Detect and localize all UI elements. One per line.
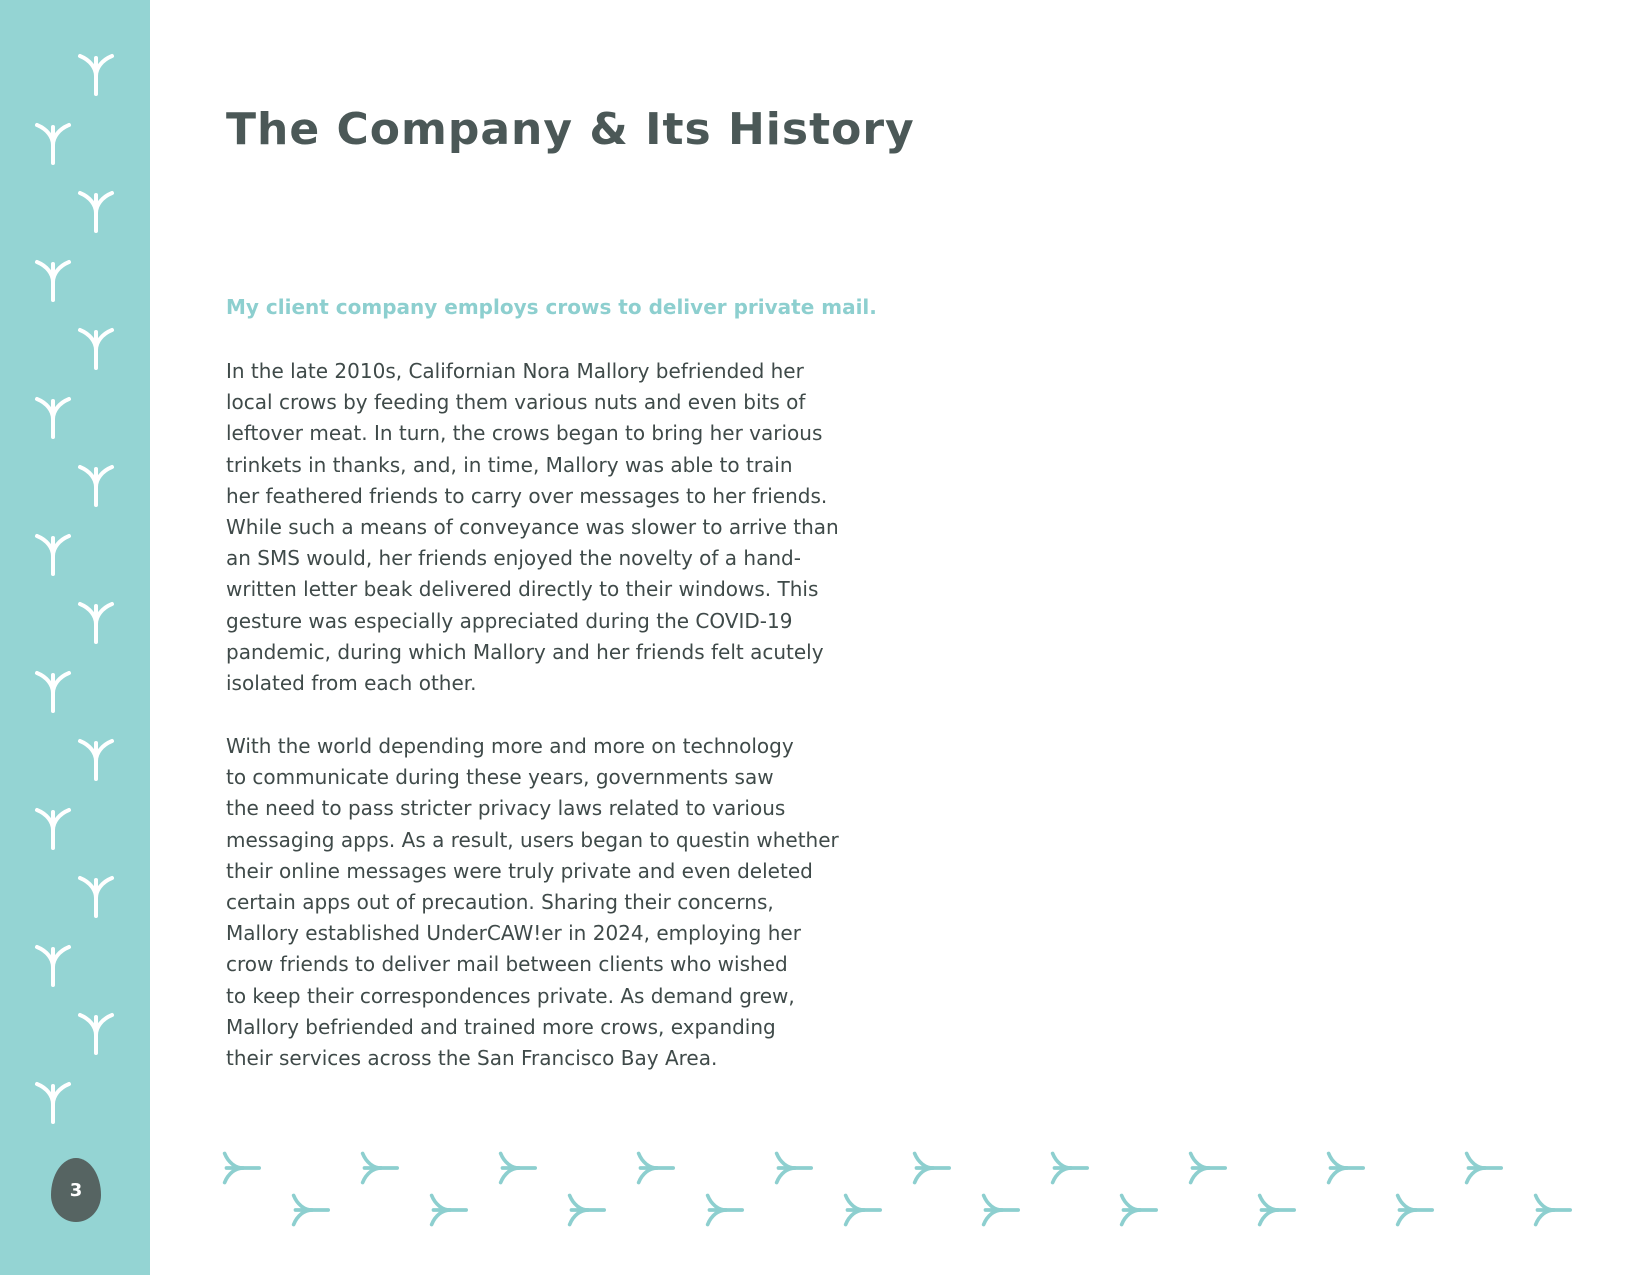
bird-footprint-icon <box>977 1190 1023 1230</box>
page-title: The Company & Its History <box>226 104 915 155</box>
page-number-badge <box>51 1158 101 1222</box>
paragraph-line: certain apps out of precaution. Sharing their concerns, <box>226 890 774 915</box>
bird-footprint-icon <box>1046 1148 1092 1188</box>
paragraph-line: her feathered friends to carry over messages to her friends. <box>226 483 828 508</box>
bird-footprint-icon <box>770 1148 816 1188</box>
bird-footprint-icon <box>356 1148 402 1188</box>
bird-footprint-icon <box>33 121 73 165</box>
bird-footprint-icon <box>701 1190 747 1230</box>
bird-footprint-icon <box>1529 1190 1575 1230</box>
paragraph-line: leftover meat. In turn, the crows began to bring her various <box>226 421 823 446</box>
bird-footprint-icon <box>1391 1190 1437 1230</box>
bird-footprint-icon <box>1253 1190 1299 1230</box>
bird-footprint-icon <box>33 532 73 576</box>
bird-footprint-icon <box>33 395 73 439</box>
paragraph-line: Mallory befriended and trained more crows, expanding <box>226 1014 776 1039</box>
lead-sentence: My client company employs crows to deliver private mail. <box>226 295 877 319</box>
bird-footprint-icon <box>33 943 73 987</box>
paragraph-line: their online messages were truly private and even deleted <box>226 858 813 883</box>
bird-footprint-icon <box>76 600 116 644</box>
paragraph-line: Mallory established UnderCAW!er in 2024, employing her <box>226 921 801 946</box>
paragraph-line: In the late 2010s, Californian Nora Mallory befriended her <box>226 359 804 383</box>
bird-footprint-icon <box>1460 1148 1506 1188</box>
bird-footprint-icon <box>33 258 73 302</box>
bird-footprint-icon <box>76 326 116 370</box>
paragraph-line: to keep their correspondences private. As demand grew, <box>226 983 795 1008</box>
bird-footprint-icon <box>33 669 73 713</box>
paragraph-line: messaging apps. As a result, users began to questin whether <box>226 827 839 852</box>
paragraph-line: local crows by feeding them various nuts and even bits of <box>226 390 806 415</box>
paragraph-line: trinkets in thanks, and, in time, Mallory was able to train <box>226 452 793 477</box>
paragraph-line: their services across the San Francisco Bay Area. <box>226 1046 718 1071</box>
bird-footprint-icon <box>1322 1148 1368 1188</box>
bird-footprint-icon <box>33 1080 73 1124</box>
paragraph-line: an SMS would, her friends enjoyed the novelty of a hand- <box>226 546 801 571</box>
bird-footprint-icon <box>76 737 116 781</box>
bird-footprint-icon <box>218 1148 264 1188</box>
paragraph-line: pandemic, during which Mallory and her friends felt acutely <box>226 639 824 664</box>
bird-footprint-icon <box>632 1148 678 1188</box>
paragraph-line: isolated from each other. <box>226 671 477 696</box>
bird-footprint-icon <box>425 1190 471 1230</box>
page-number: 3 <box>69 1179 83 1201</box>
paragraph-line: written letter beak delivered directly to their windows. This <box>226 577 819 602</box>
bird-footprint-icon <box>76 874 116 918</box>
paragraph-line: to communicate during these years, governments saw <box>226 765 774 790</box>
bird-footprint-icon <box>563 1190 609 1230</box>
bird-footprint-icon <box>33 806 73 850</box>
sidebar <box>0 0 150 1275</box>
paragraph-line: gesture was especially appreciated during the COVID-19 <box>226 608 793 633</box>
bird-footprint-icon <box>76 52 116 96</box>
paragraph-line: With the world depending more and more on technology <box>226 734 794 758</box>
bird-footprint-icon <box>839 1190 885 1230</box>
bird-footprint-icon <box>1115 1190 1161 1230</box>
body-paragraph-2 <box>226 731 876 1074</box>
bird-footprint-icon <box>76 1011 116 1055</box>
paragraph-line: crow friends to deliver mail between clients who wished <box>226 952 788 977</box>
body-paragraph-1 <box>226 356 876 699</box>
bird-footprint-icon <box>908 1148 954 1188</box>
bird-footprint-icon <box>494 1148 540 1188</box>
paragraph-line: the need to pass stricter privacy laws related to various <box>226 796 786 821</box>
paragraph-line: While such a means of conveyance was slower to arrive than <box>226 515 839 540</box>
bird-footprint-icon <box>76 463 116 507</box>
bird-footprint-icon <box>287 1190 333 1230</box>
bird-footprint-icon <box>76 189 116 233</box>
bird-footprint-icon <box>1184 1148 1230 1188</box>
